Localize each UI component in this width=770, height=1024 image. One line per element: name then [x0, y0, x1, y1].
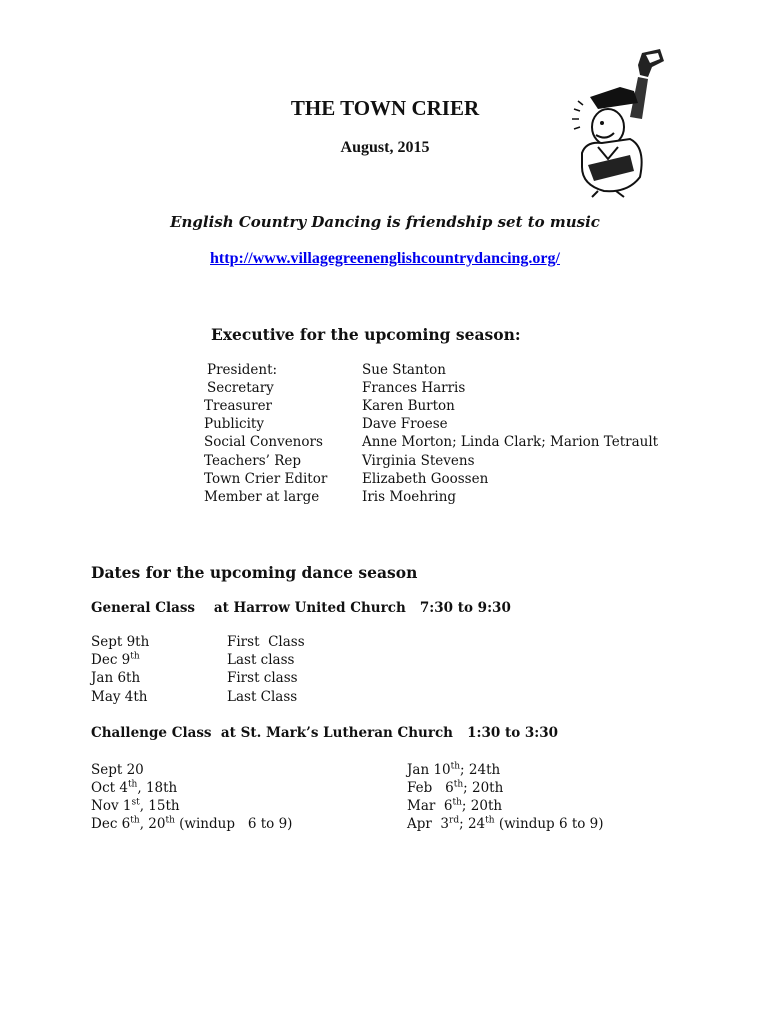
general-class-heading: General Class at Harrow United Church 7:30 to 9:30 — [91, 600, 511, 616]
tagline: English Country Dancing is friendship set to music — [170, 213, 600, 231]
exec-role: Teachers’ Rep — [204, 453, 301, 469]
town-crier-illustration — [568, 47, 672, 199]
exec-role: Town Crier Editor — [204, 471, 328, 487]
general-event: First class — [227, 670, 298, 686]
exec-role: President: — [207, 362, 278, 378]
general-date: May 4th — [91, 689, 148, 705]
general-event: Last class — [227, 652, 295, 668]
general-date: Jan 6th — [91, 670, 141, 686]
general-event: First Class — [227, 634, 305, 650]
exec-name: Anne Morton; Linda Clark; Marion Tetrault — [362, 434, 659, 450]
general-event: Last Class — [227, 689, 298, 705]
dates-heading: Dates for the upcoming dance season — [91, 563, 418, 582]
exec-name: Sue Stanton — [362, 362, 446, 378]
exec-role: Social Convenors — [204, 434, 323, 450]
challenge-date-right: Mar 6th; 20th — [407, 797, 503, 814]
challenge-date-right: Feb 6th; 20th — [407, 779, 504, 796]
issue-date: August, 2015 — [340, 139, 430, 156]
newsletter-title: THE TOWN CRIER — [290, 96, 480, 120]
general-date: Dec 9th — [91, 651, 140, 668]
exec-name: Frances Harris — [362, 380, 466, 396]
challenge-date-left: Sept 20 — [91, 762, 144, 778]
website-link[interactable]: http://www.villagegreenenglishcountrydancing.org/ — [210, 250, 560, 267]
exec-role: Member at large — [204, 489, 320, 505]
exec-name: Dave Froese — [362, 416, 448, 432]
challenge-class-heading: Challenge Class at St. Mark’s Lutheran Church 1:30 to 3:30 — [91, 725, 559, 741]
challenge-date-left: Dec 6th, 20th (windup 6 to 9) — [91, 815, 293, 832]
exec-role: Treasurer — [204, 398, 273, 414]
exec-role: Publicity — [204, 416, 264, 432]
challenge-date-left: Nov 1st, 15th — [91, 797, 180, 814]
challenge-date-left: Oct 4th, 18th — [91, 779, 178, 796]
general-date: Sept 9th — [91, 634, 150, 650]
challenge-date-right: Apr 3rd; 24th (windup 6 to 9) — [407, 815, 604, 832]
executive-heading: Executive for the upcoming season: — [211, 325, 521, 344]
exec-name: Virginia Stevens — [362, 453, 475, 469]
exec-role: Secretary — [207, 380, 274, 396]
challenge-date-right: Jan 10th; 24th — [407, 761, 501, 778]
exec-name: Iris Moehring — [362, 489, 457, 505]
exec-name: Karen Burton — [362, 398, 455, 414]
exec-name: Elizabeth Goossen — [362, 471, 489, 487]
